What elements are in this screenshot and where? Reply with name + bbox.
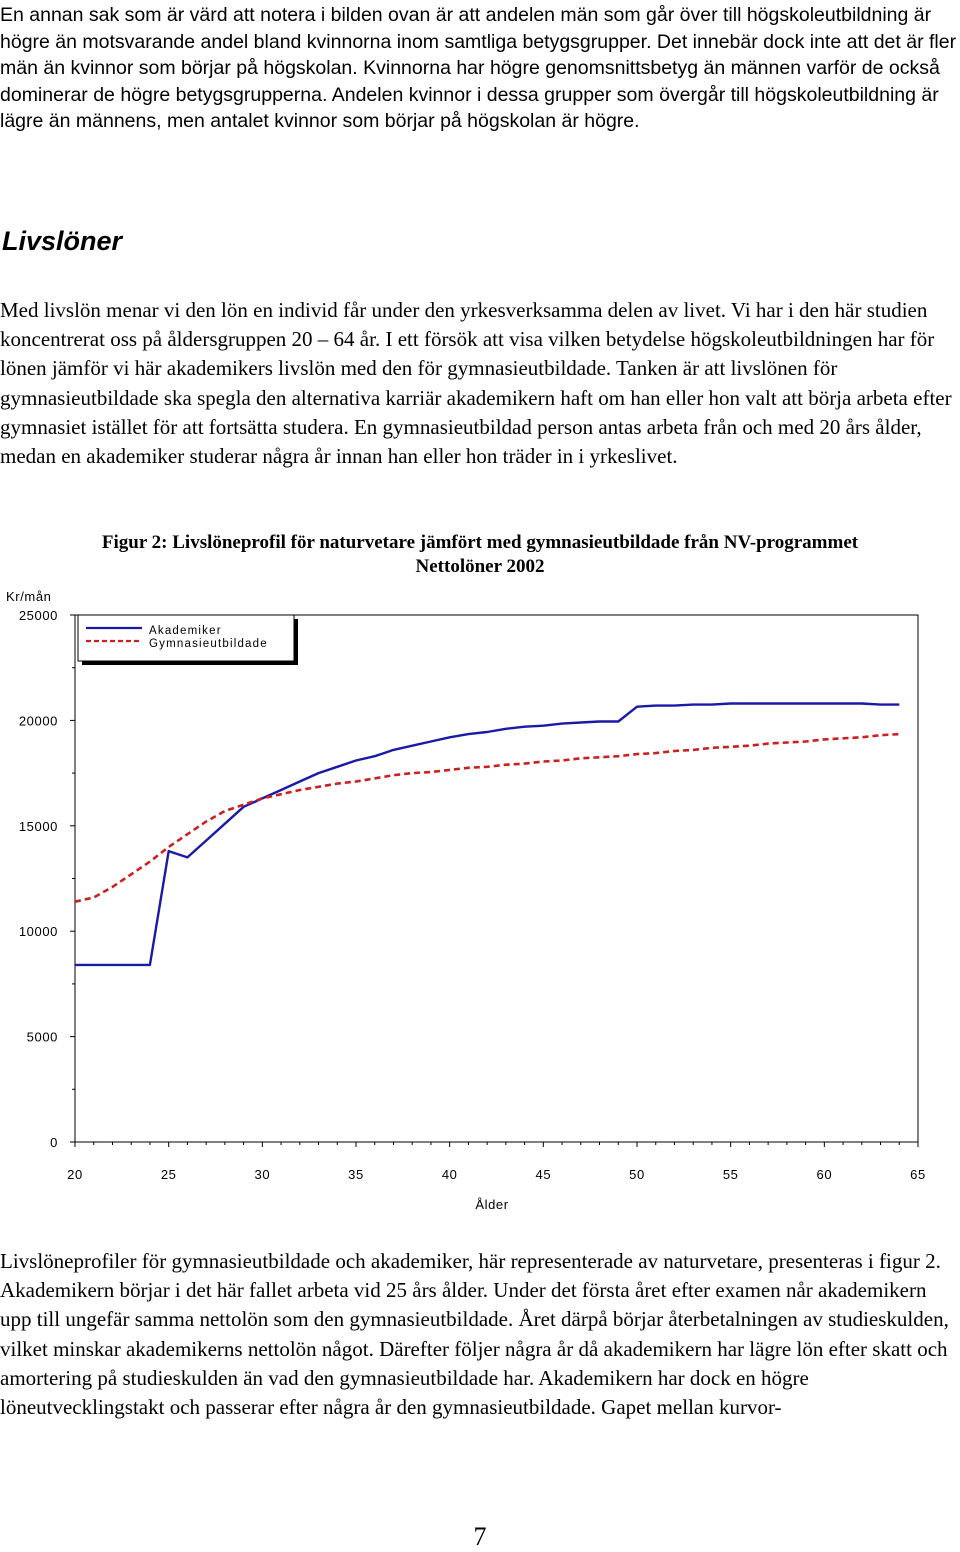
x-axis-label: Ålder [475, 1197, 509, 1212]
legend-label-akademiker: Akademiker [149, 625, 222, 637]
section-heading: Livslöner [2, 226, 123, 256]
x-tick-label: 60 [816, 1167, 833, 1182]
closing-paragraph: Livslöneprofiler för gymnasieutbildade och akademiker, här representerade av naturvetare, presenteras i figur 2. Akademikern börjar i det här fallet arbeta vid 25 års ålder. Under det första året efter examen når akademikern upp till ungefär samma nettolön som den gymnasieutbildade. Året därpå börjar återbetalningen av studieskulden, vilket minskar akademikerns nettolön något. Därefter följer några år då akademikern har lägre lön efter skatt och amortering på studieskulden än vad den gymnasieutbildade har. Akademikern har dock en högre löneutvecklingstakt och passerar efter några år den gymnasieutbildade. Gapet mellan kurvor- [0, 1249, 949, 1420]
x-tick-label: 30 [254, 1167, 271, 1182]
series-line-gymnasieutbildade [75, 734, 899, 902]
y-tick-label: 25000 [18, 608, 58, 623]
y-tick-label: 20000 [18, 713, 58, 729]
x-tick-label: 55 [722, 1167, 739, 1182]
y-tick-label: 5000 [26, 1029, 58, 1045]
x-tick-label: 20 [67, 1167, 83, 1182]
y-tick-label: 0 [50, 1135, 58, 1150]
x-tick-label: 50 [629, 1167, 645, 1182]
figure-title-line2: Nettolöner 2002 [415, 556, 545, 577]
x-tick-label: 45 [535, 1167, 552, 1182]
y-tick-label: 15000 [18, 818, 58, 834]
x-tick-label: 65 [910, 1167, 926, 1182]
lifetime-salary-chart [0, 580, 960, 1220]
y-axis-label: Kr/mån [6, 589, 52, 604]
page-number: 7 [473, 1522, 487, 1551]
plot-frame [75, 615, 918, 1142]
x-tick-label: 35 [348, 1167, 364, 1182]
legend-label-gymnasieutbildade: Gymnasieutbildade [149, 638, 268, 650]
x-tick-label: 25 [160, 1167, 177, 1182]
figure-title [0, 531, 960, 579]
section-paragraph: Med livslön menar vi den lön en individ får under den yrkesverksamma delen av livet. Vi har i den här studien koncentrerat oss på åldersgruppen 20 – 64 år. I ett försök att visa vilken betydelse högskoleutbildningen har för lönen jämför vi här akademikers livslön med den för gymnasieutbildade. Tanken är att livslönen för gymnasieutbildade ska spegla den alternativa karriär akademikern haft om han eller hon valt att börja arbeta efter gymnasiet istället för att fortsätta studera. En gymnasieutbildad person antas arbeta från och med 20 års ålder, medan en akademiker studerar några år innan han eller hon träder in i yrkeslivet. [0, 298, 952, 469]
figure-title-line1: Figur 2: Livslöneprofil för naturvetare jämfört med gymnasieutbildade från NV-programmet [101, 532, 859, 553]
y-tick-label: 10000 [18, 924, 58, 940]
x-tick-label: 40 [441, 1167, 458, 1182]
intro-paragraph: En annan sak som är värd att notera i bilden ovan är att andelen män som går över till högskoleutbildning är högre än motsvarande andel bland kvinnorna inom samtliga betygsgrupper. Det innebär dock inte att det är fler män än kvinnor som börjar på högskolan. Kvinnorna har högre genomsnittsbetyg än männen varför de också dominerar de högre betygsgrupperna. Andelen kvinnor i dessa grupper som övergår till högskoleutbildning är lägre än männens, men antalet kvinnor som börjar på högskolan är högre. [0, 4, 957, 132]
